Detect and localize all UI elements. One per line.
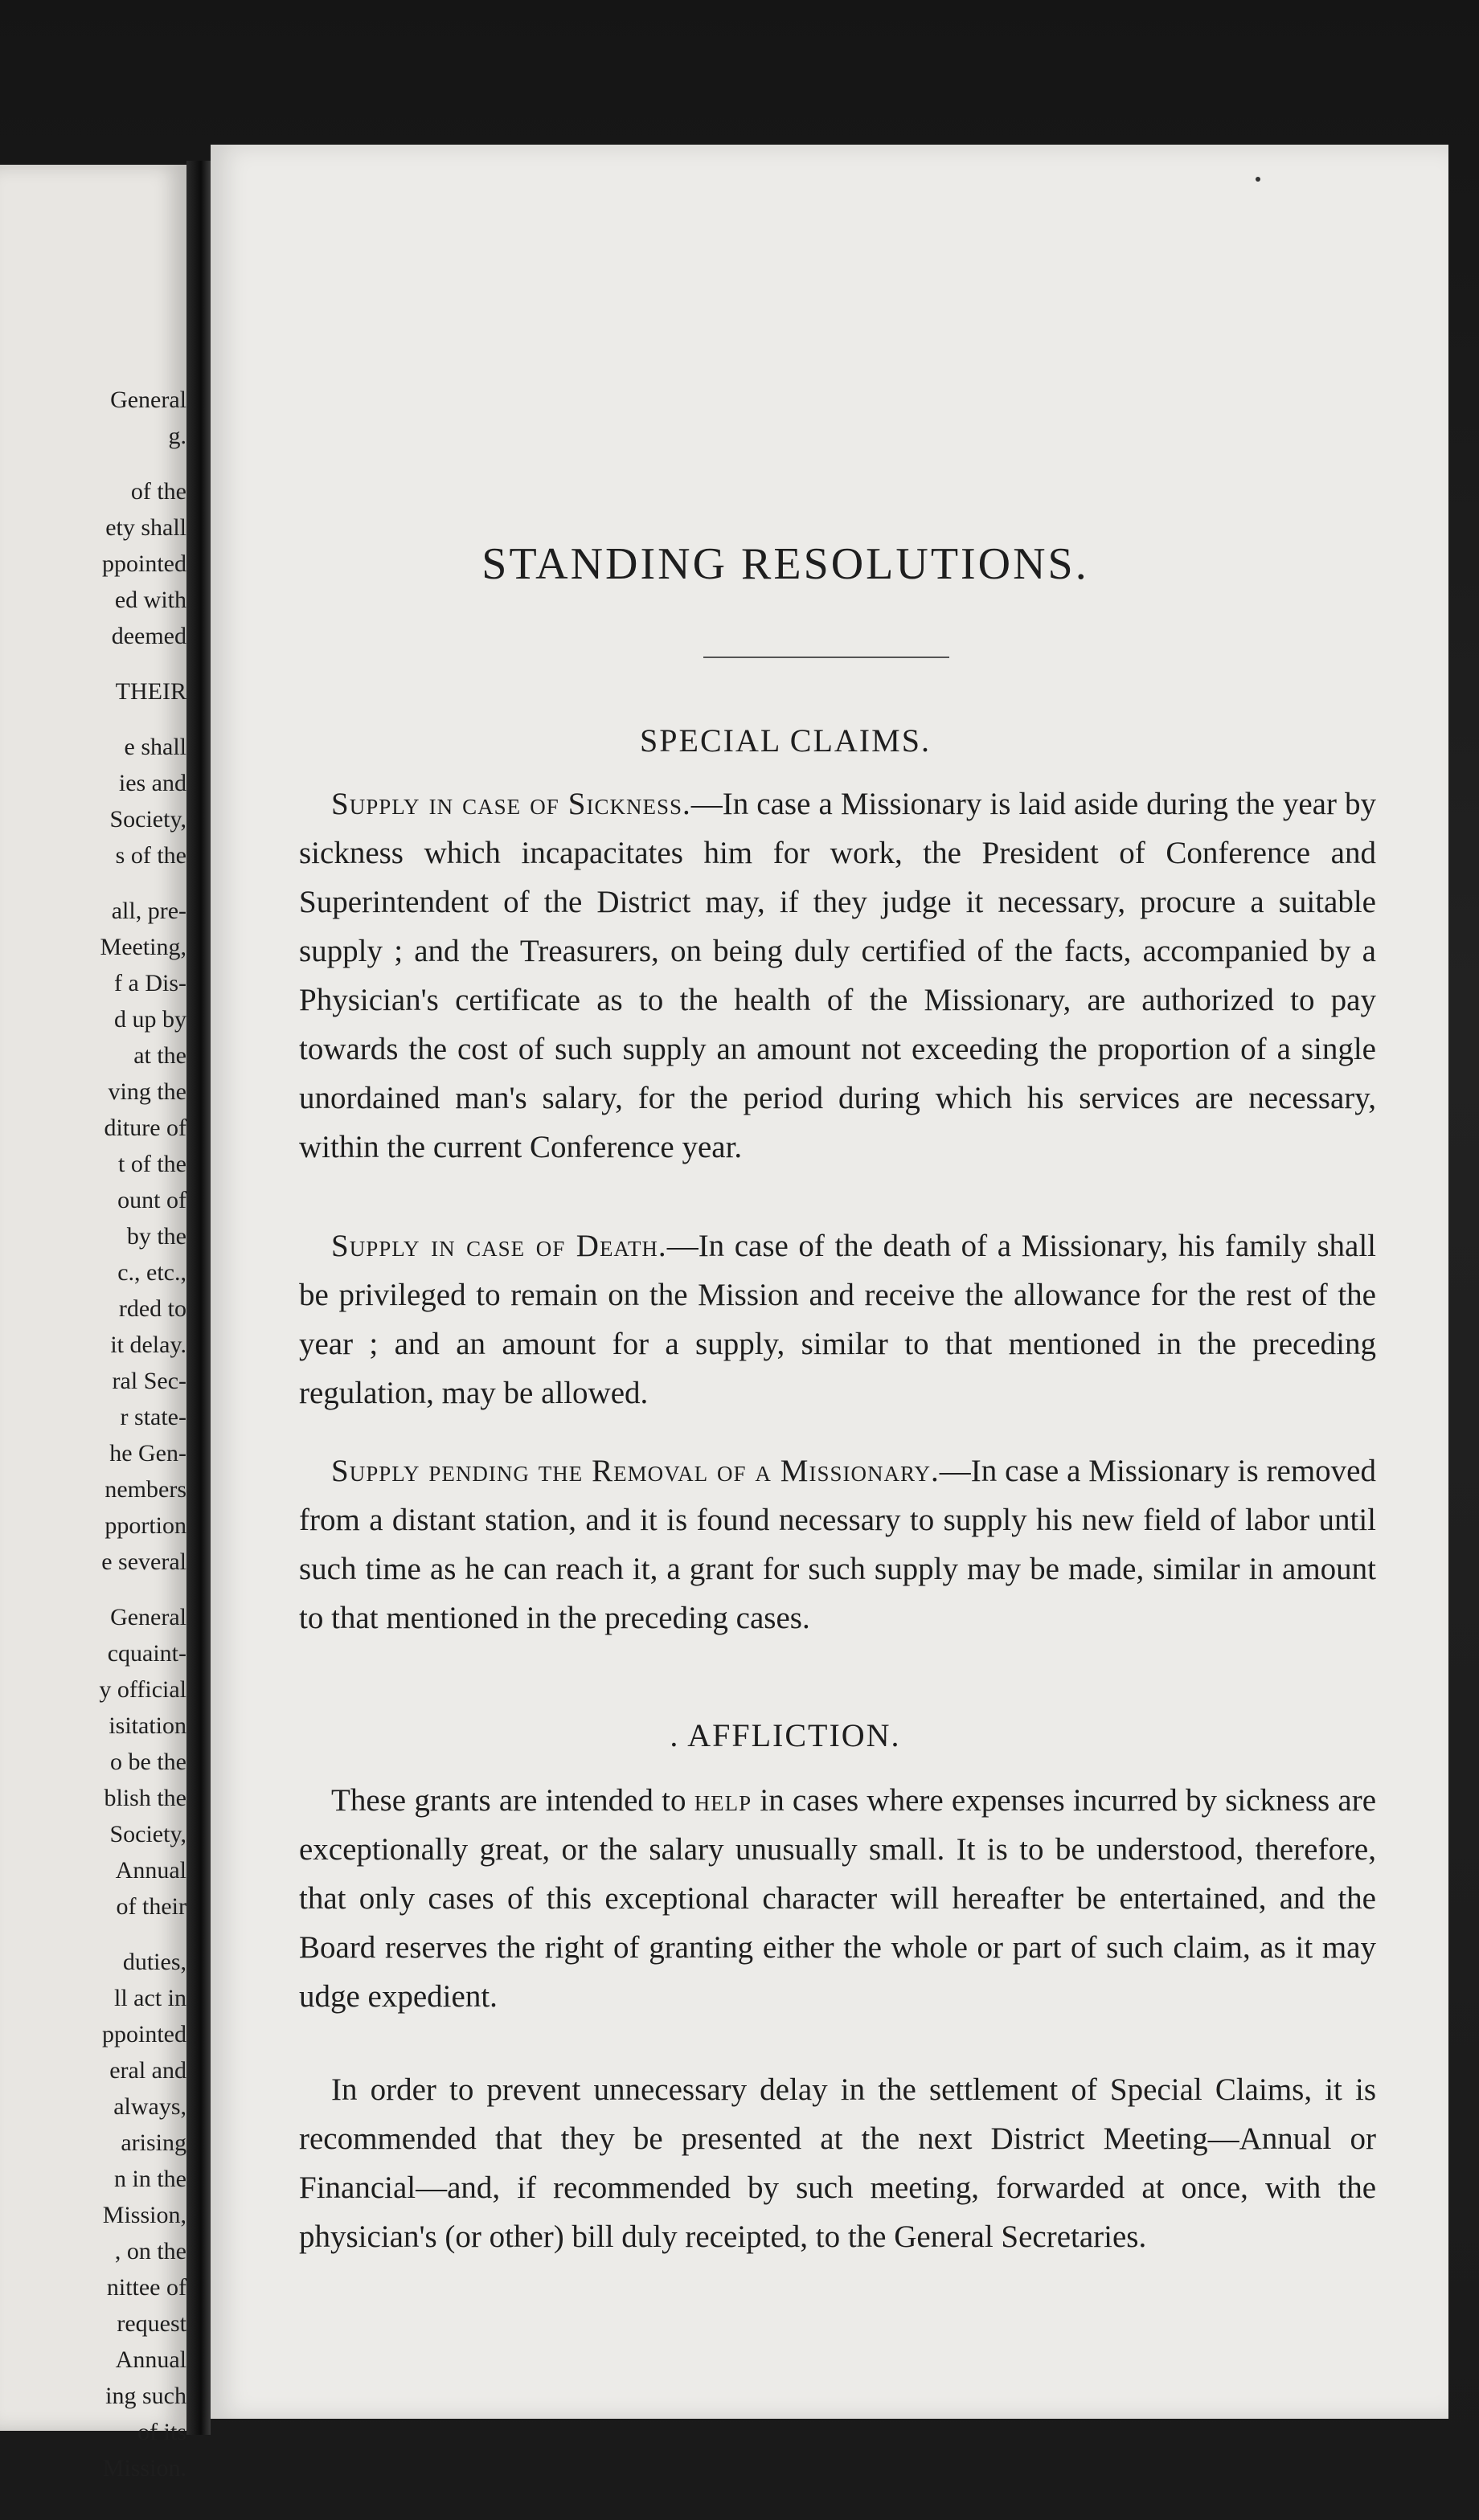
facing-page-line: Annual [115, 1857, 186, 1884]
facing-page-line: of their [116, 1893, 186, 1920]
facing-page-line: ety shall [105, 514, 186, 541]
facing-page-line: o be the [110, 1749, 186, 1775]
removal-paragraph [299, 1446, 1376, 1642]
book-gutter [186, 161, 211, 2435]
facing-page-line: Society, [109, 1821, 186, 1847]
sickness-paragraph [299, 779, 1376, 1172]
facing-page-line: t of the [118, 1151, 186, 1177]
affliction-para1-emphasis: help [694, 1783, 752, 1818]
facing-page-line: General [110, 1604, 186, 1630]
facing-page-line: Mission, [102, 2202, 186, 2228]
facing-page-line: s of the [115, 842, 186, 869]
facing-page-line: ving the [108, 1078, 186, 1105]
facing-page-line: request [117, 2310, 186, 2337]
facing-page-line: ppointed [102, 2021, 186, 2048]
page-speck [1256, 177, 1260, 182]
facing-page-line: of its [137, 2419, 186, 2445]
facing-page-line: General [110, 387, 186, 413]
facing-page-line: arising [121, 2129, 186, 2156]
facing-page-line: diture of [104, 1115, 186, 1141]
facing-page-fragment [0, 165, 186, 2481]
death-paragraph [299, 1221, 1376, 1418]
facing-page-line: ount of [117, 1187, 186, 1213]
facing-page-line: nittee of [106, 2274, 186, 2301]
special-claims-heading: SPECIAL CLAIMS. [640, 722, 931, 759]
affliction-para1-lead: These grants are intended to [331, 1783, 694, 1818]
facing-page-line: of the [130, 478, 186, 505]
facing-page-line: ed with [114, 587, 186, 613]
facing-page-line: duties, [122, 1949, 186, 1975]
title-divider-rule [703, 657, 949, 658]
facing-page-line: ing such [105, 2383, 186, 2409]
document-page [211, 145, 1448, 2419]
facing-page-line: rded to [118, 1295, 186, 1322]
facing-page-line: Society, [109, 806, 186, 832]
affliction-paragraph-2: In order to prevent unnecessary delay in the settlement of Special Claims, it is recommended that they be presented at the next District Meeting—Annual or Financial—and, if recommended by such meeting, forwarded at once, with the physician's (or other) bill duly receipted, to the General Secretaries. [299, 2072, 1376, 2254]
facing-page-line: it delay. [110, 1332, 186, 1358]
facing-page-line: nembers [104, 1476, 186, 1503]
facing-page-line: f a Dis- [114, 970, 186, 996]
facing-page-line: always, [113, 2093, 186, 2120]
facing-page-line: deemed [111, 623, 186, 649]
facing-page-line: c., etc., [117, 1259, 186, 1286]
affliction-para1-rest: in cases where expenses incurred by sickness are exceptionally great, or the salary unusually small. It is to be understood, therefore, that only cases of this exceptional character will hereafter be entertained, and the Board reserves the right of granting either the whole or part of such claim, as it may udge expedient. [299, 1783, 1377, 2014]
removal-run-in-heading: Supply pending the Removal of a Missionary. [331, 1454, 940, 1488]
affliction-heading: . AFFLICTION. [670, 1717, 901, 1753]
facing-page-line: ral Sec- [112, 1368, 186, 1394]
facing-page-line: he Gen- [109, 1440, 186, 1467]
facing-page-line: , on the [114, 2238, 186, 2264]
facing-page-line: eral and [109, 2057, 186, 2084]
facing-page-line: n in the [114, 2166, 186, 2192]
facing-page-line: by the [126, 1223, 186, 1250]
facing-page-line: d up by [114, 1006, 186, 1033]
page-title: STANDING RESOLUTIONS. [481, 539, 1089, 589]
facing-page-line: THEIR [115, 678, 186, 705]
facing-page-line: Meeting, [100, 934, 186, 960]
facing-page-line: Mission. [102, 2455, 186, 2481]
facing-page-line: ies and [118, 770, 186, 796]
facing-page-line: ppointed [102, 550, 186, 577]
facing-page-line: pportion [104, 1512, 186, 1539]
facing-page-line: all, pre- [111, 898, 186, 924]
facing-page-line: isitation [109, 1712, 186, 1739]
facing-page-line: r state- [120, 1404, 186, 1430]
death-run-in-heading: Supply in case of Death. [331, 1229, 667, 1263]
facing-page-line: e shall [124, 734, 186, 760]
facing-page-text-fragments [0, 382, 186, 2486]
sickness-run-in-heading: Supply in case of Sickness. [331, 787, 691, 821]
facing-page-line: e several [101, 1548, 186, 1575]
facing-page-line: g. [168, 423, 186, 449]
facing-page-line: Annual [115, 2346, 186, 2373]
facing-page-line: y official [99, 1676, 186, 1703]
death-text: —In case of the death of a Missionary, his family shall be privileged to remain on the Mission and receive the allowance for the rest of the year ; and an amount for a supply, similar to that mentioned in the preceding regulation, may be allowed. [299, 1229, 1376, 1410]
affliction-paragraph-1 [299, 1776, 1376, 2021]
facing-page-line: cquaint- [107, 1640, 186, 1667]
removal-text: —In case a Missionary is removed from a distant station, and it is found necessary to supply his new field of labor until such time as he can reach it, a grant for such supply may be made, similar in amount to that mentioned in the preceding cases. [299, 1454, 1376, 1635]
sickness-text: —In case a Missionary is laid aside during the year by sickness which incapacitates him for work, the President of Conference and Superintendent of the District may, if they judge it necessary, procure a suitable supply ; and the Treasurers, on being duly certified of the facts, accompanied by a Physician's certificate as to the health of the Missionary, are authorized to pay towards the cost of such supply an amount not exceeding the proportion of a single unordained man's salary, for the period during which his services are necessary, within the current Conference year. [299, 787, 1376, 1164]
facing-page-line: blish the [104, 1785, 186, 1811]
facing-page-line: ll act in [114, 1985, 186, 2011]
facing-page-line: at the [133, 1042, 186, 1069]
